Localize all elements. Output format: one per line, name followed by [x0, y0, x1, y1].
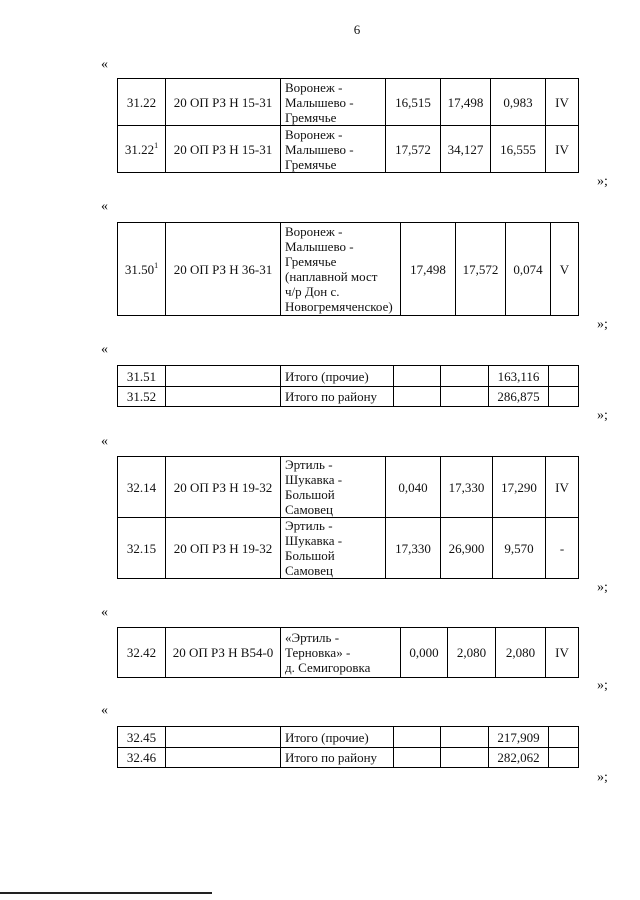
length-cell: 217,909: [489, 727, 549, 748]
km-start-cell: [394, 727, 441, 748]
km-end-cell: [441, 748, 489, 768]
row-number-cell: 32.42: [118, 628, 166, 678]
road-code-cell: 20 ОП РЗ Н В54-0: [166, 628, 281, 678]
road-table-1: [117, 78, 579, 173]
road-table-4: [117, 627, 579, 678]
road-name-line: Большой: [285, 487, 335, 502]
road-code-cell: [166, 387, 281, 407]
length-cell: 163,116: [489, 366, 549, 387]
road-name-line: Терновка» -: [285, 645, 351, 660]
road-code-cell: 20 ОП РЗ Н 19-32: [166, 457, 281, 518]
total-label-cell: Итого по району: [281, 387, 394, 407]
road-name-line: Шукавка -: [285, 533, 343, 548]
bottom-rule: [0, 892, 212, 894]
table-row: [118, 366, 579, 387]
category-cell: IV: [546, 628, 579, 678]
road-name-cell: [281, 457, 386, 518]
row-number-cell: 31.51: [118, 366, 166, 387]
close-quote: »;: [597, 408, 608, 423]
category-cell: IV: [546, 457, 579, 518]
km-end-cell: [441, 366, 489, 387]
table-row: [118, 727, 579, 748]
category-cell: IV: [546, 126, 579, 173]
km-end-cell: 34,127: [441, 126, 491, 173]
category-cell: V: [551, 223, 579, 316]
open-quote: «: [101, 434, 108, 449]
length-cell: 2,080: [496, 628, 546, 678]
totals-table-2: [117, 726, 579, 768]
km-end-cell: [441, 727, 489, 748]
total-label-cell: Итого (прочие): [281, 366, 394, 387]
row-number: 31.22: [124, 141, 155, 157]
open-quote: «: [101, 605, 108, 620]
road-name-cell: [281, 223, 401, 316]
table-row: [118, 457, 579, 518]
km-start-cell: 17,498: [401, 223, 456, 316]
length-cell: 0,074: [506, 223, 551, 316]
close-quote: »;: [597, 580, 608, 595]
km-start-cell: 16,515: [386, 79, 441, 126]
row-number-cell: 32.14: [118, 457, 166, 518]
row-number: 31.50: [124, 261, 155, 277]
total-label-cell: Итого по району: [281, 748, 394, 768]
row-number-superscript: 1: [154, 260, 159, 270]
km-start-cell: [394, 748, 441, 768]
road-name-line: Эртиль -: [285, 457, 333, 472]
road-code-cell: 20 ОП РЗ Н 15-31: [166, 126, 281, 173]
road-name-line: Гремячье: [285, 156, 337, 172]
row-number-cell: [118, 79, 166, 126]
road-name-line: Эртиль -: [285, 518, 333, 533]
km-start-cell: 0,000: [401, 628, 448, 678]
table-row: [118, 387, 579, 407]
road-name-line: Воронеж -: [285, 126, 343, 142]
totals-table-1: [117, 365, 579, 407]
close-quote: »;: [597, 317, 608, 332]
road-name-line: Новогремяченское): [285, 299, 393, 314]
close-quote: »;: [597, 678, 608, 693]
road-name-cell: [281, 628, 401, 678]
road-table-3: [117, 456, 579, 579]
km-start-cell: [394, 387, 441, 407]
road-name-line: Воронеж -: [285, 224, 343, 239]
road-code-cell: 20 ОП РЗ Н 15-31: [166, 79, 281, 126]
km-end-cell: 17,330: [441, 457, 493, 518]
km-end-cell: 17,572: [456, 223, 506, 316]
km-end-cell: 26,900: [441, 518, 493, 579]
table-row: [118, 628, 579, 678]
road-name-line: Большой: [285, 548, 335, 563]
category-cell: -: [546, 518, 579, 579]
table-row: [118, 518, 579, 579]
category-cell: [549, 366, 579, 387]
table-row: [118, 223, 579, 316]
table-row: [118, 748, 579, 768]
length-cell: 282,062: [489, 748, 549, 768]
length-cell: 0,983: [491, 79, 546, 126]
road-code-cell: [166, 748, 281, 768]
table-row: [118, 79, 579, 126]
road-name-line: Гремячье: [285, 254, 337, 269]
km-start-cell: 17,572: [386, 126, 441, 173]
open-quote: «: [101, 57, 108, 72]
page-number: 6: [353, 22, 361, 37]
row-number-cell: [118, 126, 166, 173]
category-cell: [549, 387, 579, 407]
road-name-line: Шукавка -: [285, 472, 343, 487]
road-name-line: Малышево -: [285, 94, 354, 110]
road-name-line: «Эртиль -: [285, 630, 340, 645]
length-cell: 286,875: [489, 387, 549, 407]
road-name-line: Малышево -: [285, 141, 354, 157]
row-number-cell: [118, 223, 166, 316]
category-cell: IV: [546, 79, 579, 126]
road-name-line: Самовец: [285, 563, 333, 578]
road-code-cell: 20 ОП РЗ Н 36-31: [166, 223, 281, 316]
km-start-cell: [394, 366, 441, 387]
row-number-cell: 31.52: [118, 387, 166, 407]
km-end-cell: [441, 387, 489, 407]
row-number-cell: 32.46: [118, 748, 166, 768]
row-number: 31.22: [126, 94, 157, 110]
open-quote: «: [101, 199, 108, 214]
road-name-line: Воронеж -: [285, 79, 343, 95]
km-start-cell: 0,040: [386, 457, 441, 518]
table-row: [118, 126, 579, 173]
category-cell: [549, 727, 579, 748]
km-end-cell: 17,498: [441, 79, 491, 126]
row-number-cell: 32.45: [118, 727, 166, 748]
category-cell: [549, 748, 579, 768]
km-end-cell: 2,080: [448, 628, 496, 678]
road-name-line: д. Семигоровка: [285, 660, 371, 675]
row-number-cell: 32.15: [118, 518, 166, 579]
road-code-cell: [166, 366, 281, 387]
row-number-superscript: 1: [154, 140, 159, 150]
length-cell: 16,555: [491, 126, 546, 173]
road-name-cell: [281, 126, 386, 173]
road-name-line: Самовец: [285, 502, 333, 517]
road-code-cell: [166, 727, 281, 748]
total-label-cell: Итого (прочие): [281, 727, 394, 748]
close-quote: »;: [597, 770, 608, 785]
road-name-cell: [281, 79, 386, 126]
road-name-line: Малышево -: [285, 239, 354, 254]
open-quote: «: [101, 342, 108, 357]
road-table-2: [117, 222, 579, 316]
open-quote: «: [101, 703, 108, 718]
road-code-cell: 20 ОП РЗ Н 19-32: [166, 518, 281, 579]
close-quote: »;: [597, 174, 608, 189]
length-cell: 17,290: [493, 457, 546, 518]
road-name-line: ч/р Дон с.: [285, 284, 340, 299]
length-cell: 9,570: [493, 518, 546, 579]
road-name-cell: [281, 518, 386, 579]
road-name-line: (наплавной мост: [285, 269, 378, 284]
km-start-cell: 17,330: [386, 518, 441, 579]
road-name-line: Гремячье: [285, 109, 337, 125]
